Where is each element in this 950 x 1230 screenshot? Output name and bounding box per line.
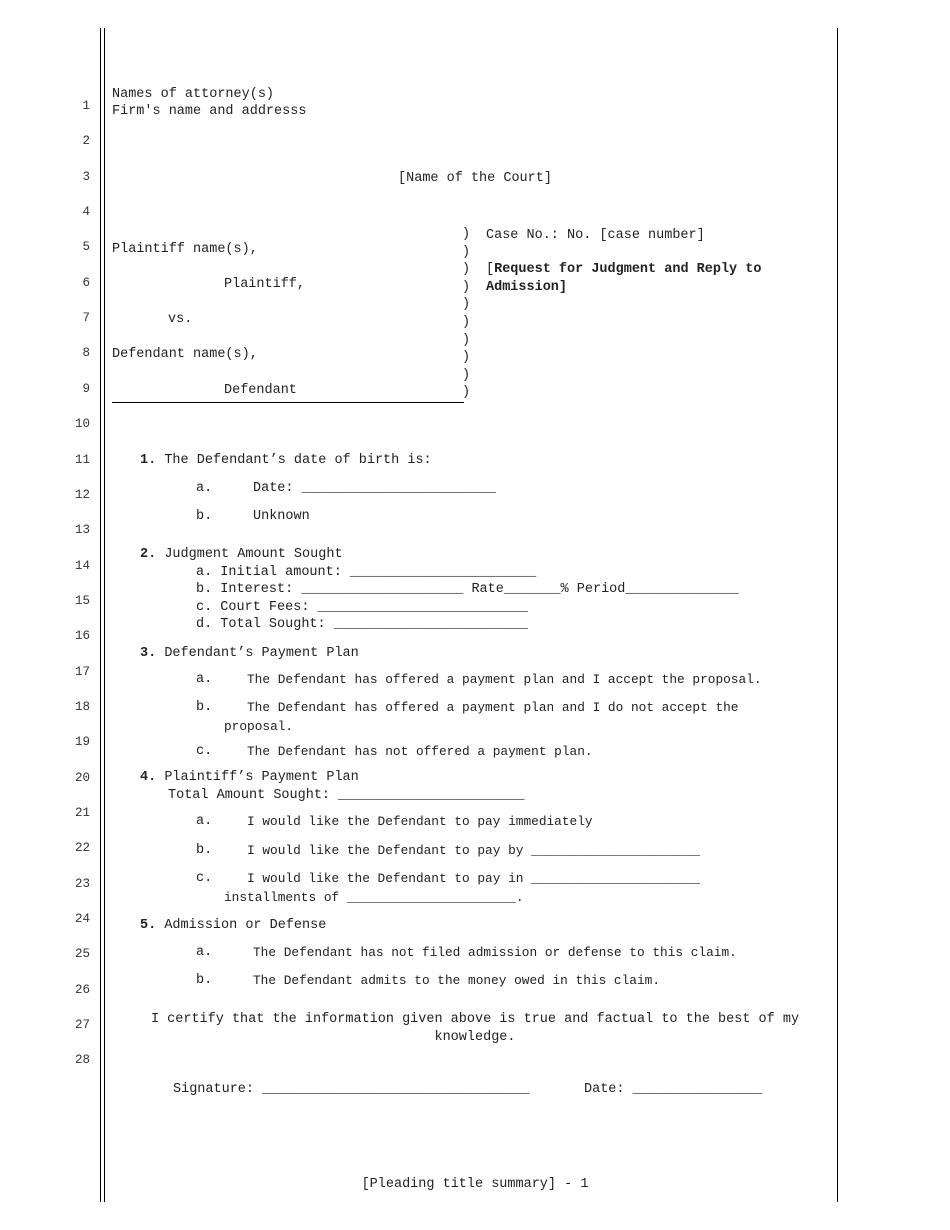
line-number: 15: [74, 593, 90, 608]
caption-underline: [112, 402, 464, 403]
line-number: 7: [82, 311, 90, 326]
line-number: 27: [74, 1018, 90, 1033]
line-number: 28: [74, 1053, 90, 1068]
section-1-heading: 1. The Defendant’s date of birth is:: [140, 453, 432, 468]
reject-plan-option-cont: proposal.: [224, 719, 294, 734]
line-number: 6: [82, 275, 90, 290]
line-number: 16: [74, 629, 90, 644]
line-number: 5: [82, 240, 90, 255]
signature-date-field[interactable]: Date: ________________: [584, 1082, 763, 1097]
document-title-line1: [Request for Judgment and Reply to: [486, 262, 762, 277]
reject-plan-option[interactable]: The Defendant has offered a payment plan and I do not accept the: [247, 700, 739, 715]
footer-summary: [Pleading title summary] - 1: [361, 1177, 589, 1192]
line-number: 26: [74, 982, 90, 997]
line-number: 23: [74, 876, 90, 891]
line-number: 20: [74, 770, 90, 785]
no-admission-option[interactable]: The Defendant has not filed admission or defense to this claim.: [253, 945, 737, 960]
line-number: 3: [82, 169, 90, 184]
line-number: 12: [74, 487, 90, 502]
section-5-heading: 5. Admission or Defense: [140, 918, 327, 933]
admits-owed-option[interactable]: The Defendant admits to the money owed in this claim.: [253, 973, 661, 988]
section-4-item-a-letter: a.: [196, 814, 213, 829]
case-number: Case No.: No. [case number]: [486, 228, 705, 243]
versus-label: vs.: [168, 312, 193, 327]
line-number: 22: [74, 841, 90, 856]
pay-in-installments-option[interactable]: I would like the Defendant to pay in ______________________: [247, 871, 701, 886]
interest-field[interactable]: b. Interest: ____________________ Rate_______% Period______________: [196, 582, 739, 597]
court-fees-field[interactable]: c. Court Fees: __________________________: [196, 600, 529, 615]
certification-line2: knowledge.: [434, 1030, 516, 1045]
line-number: 18: [74, 699, 90, 714]
firm-name-address: Firm's name and addresss: [112, 104, 307, 119]
initial-amount-field[interactable]: a. Initial amount: _______________________: [196, 565, 537, 580]
date-of-birth-field[interactable]: Date: ________________________: [253, 481, 497, 496]
plaintiff-label: Plaintiff,: [224, 277, 306, 292]
line-number: 1: [82, 99, 90, 113]
section-3-item-a-letter: a.: [196, 672, 213, 687]
section-3-item-c-letter: c.: [196, 744, 213, 759]
total-amount-sought-field[interactable]: Total Amount Sought: _______________________: [168, 788, 525, 803]
pay-by-date-option[interactable]: I would like the Defendant to pay by ______________________: [247, 843, 701, 858]
certification-line1: I certify that the information given above is true and factual to the best of my: [150, 1012, 800, 1027]
caption-parentheses: ) ) ) ) ) ) ) ) ) ): [462, 227, 471, 401]
section-4-item-c-letter: c.: [196, 871, 213, 886]
unknown-option[interactable]: Unknown: [253, 509, 310, 524]
no-plan-option[interactable]: The Defendant has not offered a payment plan.: [247, 744, 593, 759]
line-number: 25: [74, 947, 90, 962]
plaintiff-name: Plaintiff name(s),: [112, 242, 258, 257]
defendant-name: Defendant name(s),: [112, 347, 258, 362]
signature-field[interactable]: Signature: _________________________________: [173, 1082, 530, 1097]
line-number: 2: [82, 134, 90, 149]
line-number: 19: [74, 735, 90, 750]
section-4-item-b-letter: b.: [196, 843, 213, 858]
section-1-item-b-letter: b.: [196, 509, 213, 524]
line-number: 21: [74, 806, 90, 820]
line-number: 24: [74, 912, 90, 927]
section-2-heading: 2. Judgment Amount Sought: [140, 547, 343, 562]
section-5-item-a-letter: a.: [196, 945, 213, 960]
section-5-item-b-letter: b.: [196, 973, 213, 988]
attorney-names: Names of attorney(s): [112, 87, 275, 102]
court-name: [Name of the Court]: [398, 171, 552, 186]
line-number: 14: [74, 558, 90, 573]
accept-plan-option[interactable]: The Defendant has offered a payment plan and I accept the proposal.: [247, 672, 762, 687]
defendant-label: Defendant: [224, 383, 297, 398]
line-number: 4: [82, 205, 90, 220]
section-1-item-a-letter: a.: [196, 481, 213, 496]
total-sought-field[interactable]: d. Total Sought: ________________________: [196, 617, 529, 632]
line-number: 17: [74, 664, 90, 679]
section-4-heading: 4. Plaintiff’s Payment Plan: [140, 770, 359, 785]
line-number: 9: [82, 381, 90, 396]
document-title-line2: Admission]: [486, 280, 568, 295]
pay-immediately-option[interactable]: I would like the Defendant to pay immediately: [247, 814, 593, 829]
line-number: 10: [74, 417, 90, 432]
section-3-heading: 3. Defendant’s Payment Plan: [140, 646, 359, 661]
line-number: 8: [82, 346, 90, 361]
line-number: 13: [74, 523, 90, 538]
line-number: 11: [74, 452, 90, 467]
installments-field[interactable]: installments of ______________________.: [224, 890, 524, 905]
section-3-item-b-letter: b.: [196, 700, 213, 715]
